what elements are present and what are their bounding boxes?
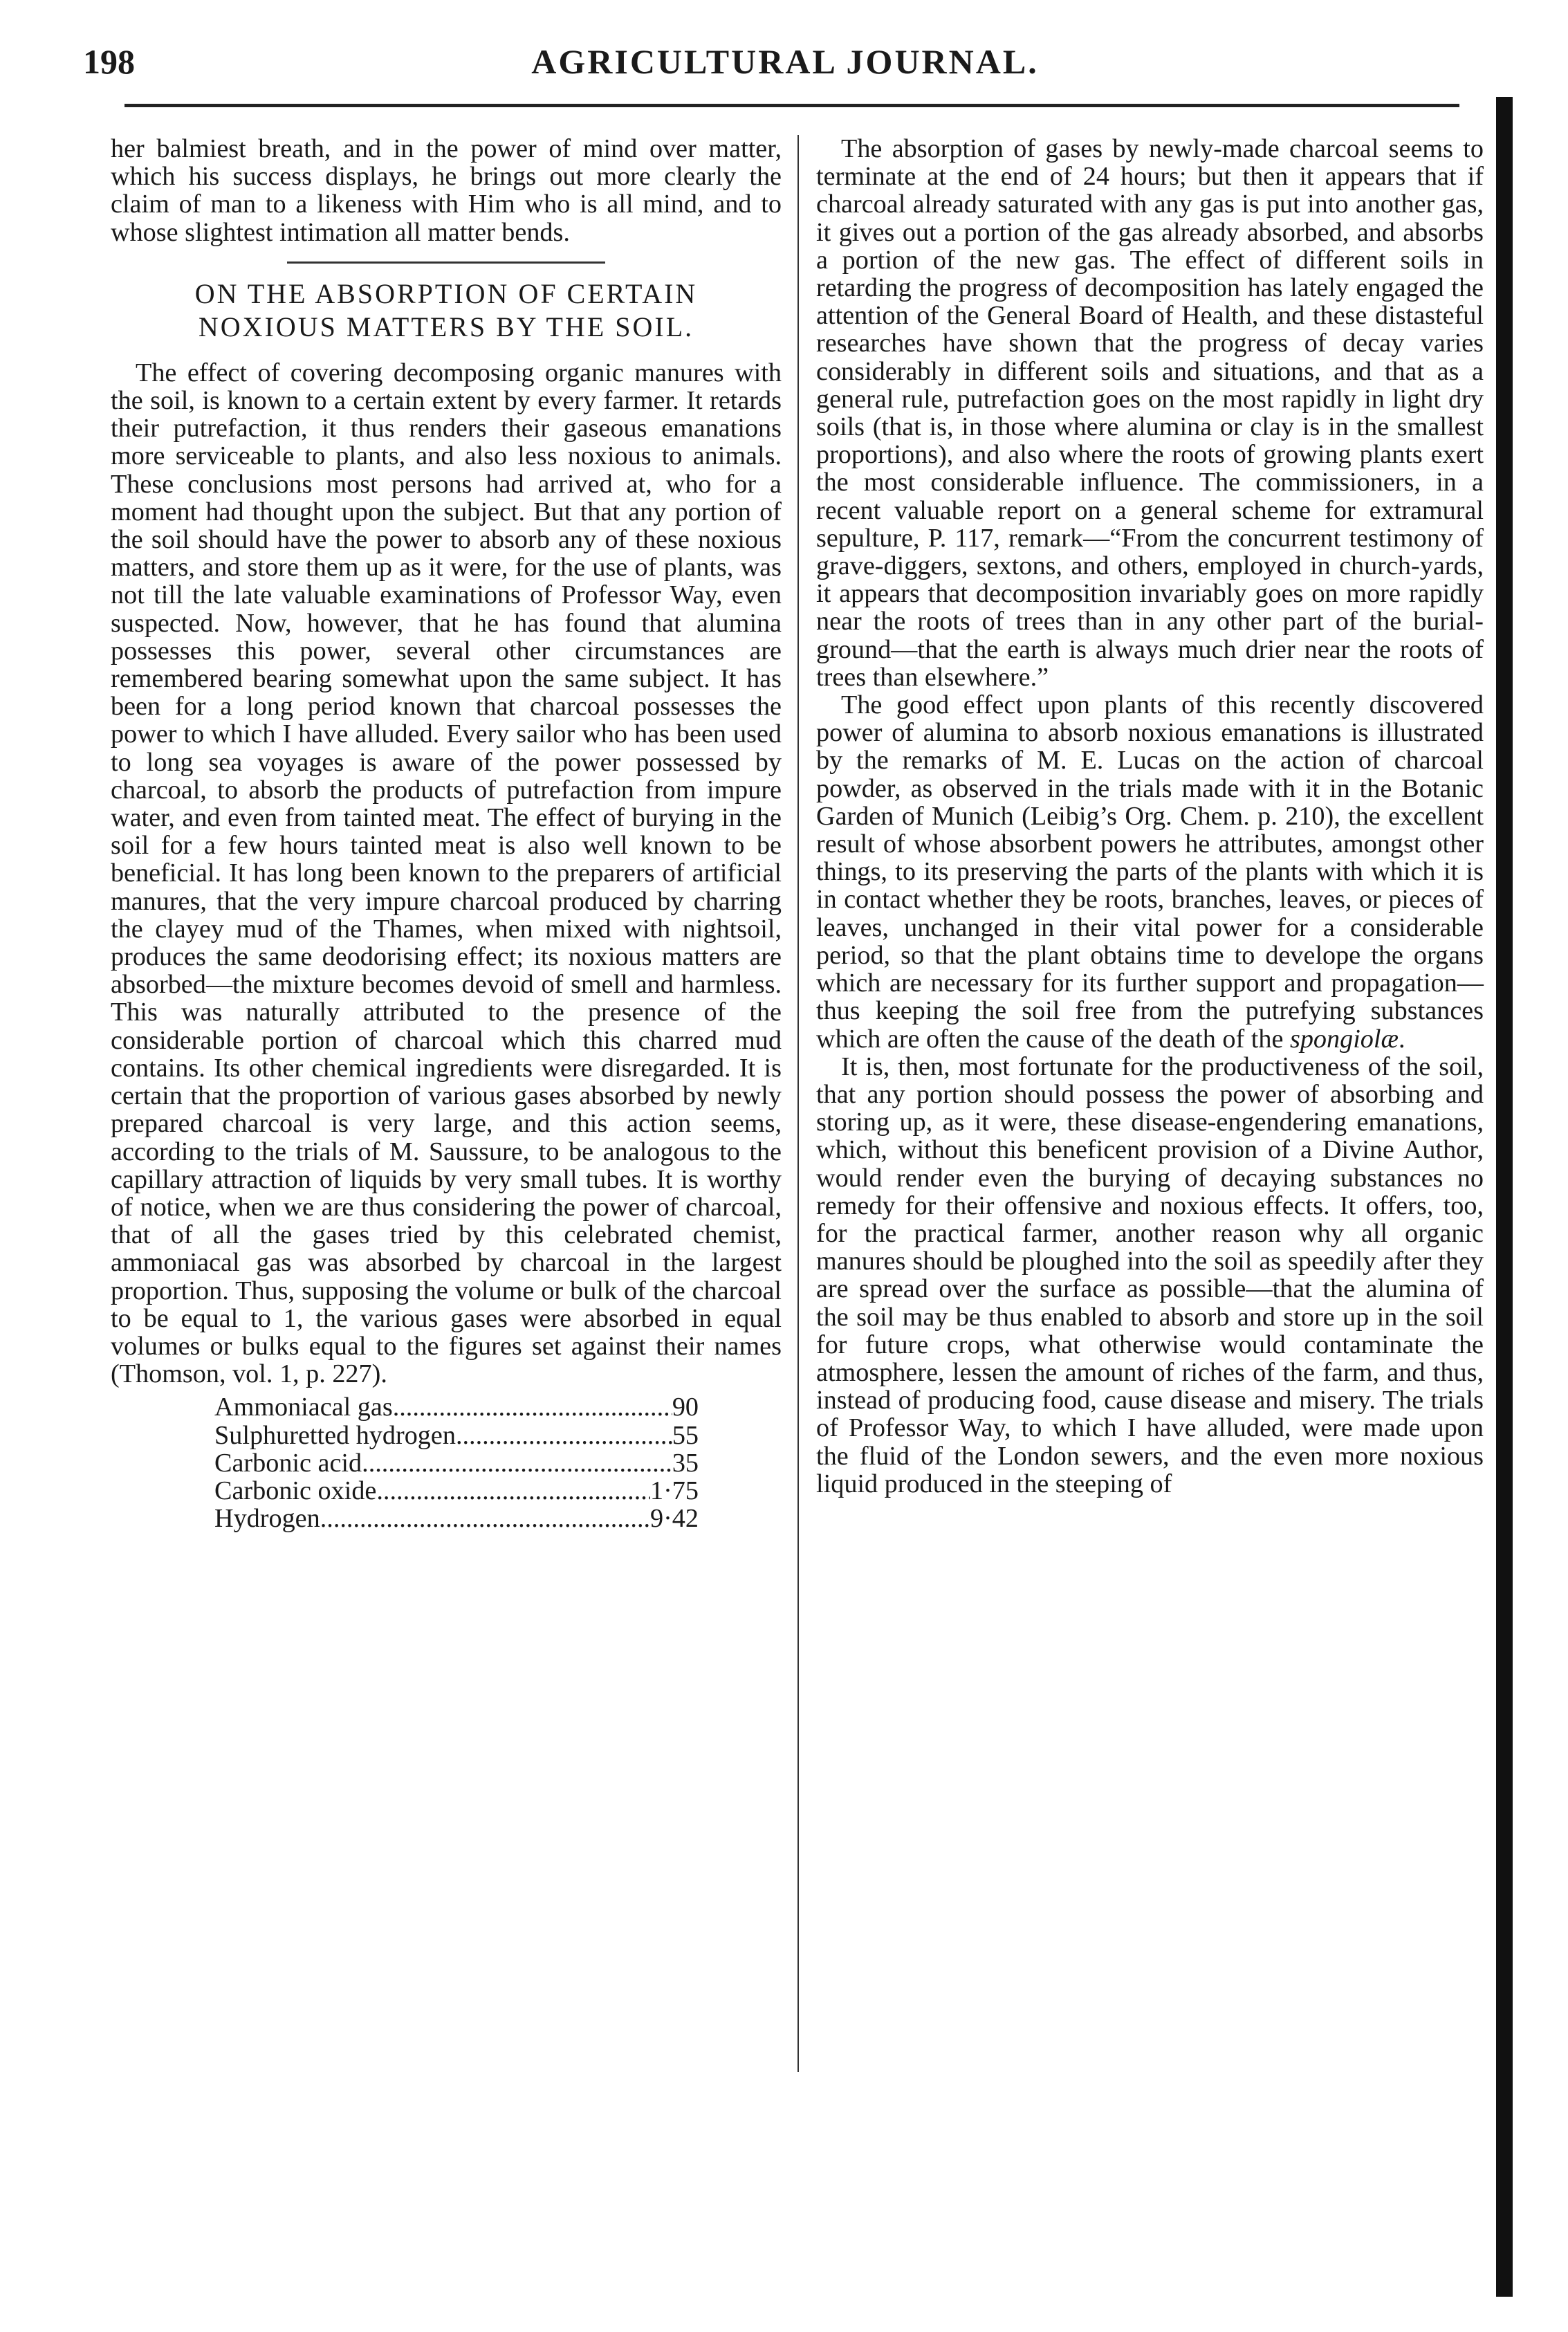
italic-term: spongiolæ: [1289, 1024, 1399, 1054]
continuation-paragraph: her balmiest breath, and in the power of mind over matter, which his success displays, he brings out more clearly the claim of man to a likeness with Him who is all mind, and to whose slightest intimation all matter bends.: [111, 134, 782, 247]
leader-dots: [320, 1505, 650, 1532]
leader-dots: [376, 1477, 650, 1505]
gas-value: 90: [672, 1393, 699, 1422]
gas-value: 35: [672, 1448, 699, 1478]
column-divider: [797, 135, 799, 2072]
right-column: [816, 135, 1484, 1498]
gas-value: 1·75: [650, 1476, 699, 1505]
section-divider: [287, 261, 605, 264]
leader-dots: [362, 1449, 672, 1477]
gas-name: Hydrogen: [214, 1504, 320, 1534]
table-row: [214, 1449, 699, 1477]
page-header: [83, 42, 1487, 97]
body-paragraph: The effect of covering decomposing organic manures with the soil, is known to a certain extent by every farmer. It retards their putrefaction, it thus renders their gaseous emanations more serviceable to plants, and also less noxious to animals. These conclusions most persons had arrived at, who for a moment had thought upon the subject. But that any portion of the soil should have the power to absorb any of these noxious matters, and store them up as it were, for the use of plants, was not till the late valuable examinations of Professor Way, even suspected. Now, however, that he has found that alumina possesses this power, several other circumstances are remembered bearing somewhat upon the same subject. It has been for a long period known that charcoal possesses the power to which I have alluded. Every sailor who has been used to long sea voyages is aware of the power possessed by charcoal, to absorb the products of putrefaction from impure water, and even from tainted meat. The effect of burying in the soil for a few hours tainted meat is also well known to be beneficial. It has long been known to the preparers of artificial manures, that the very impure charcoal produced by charring the clayey mud of the Thames, when mixed with nightsoil, produces the same deodorising effect; its noxious matters are absorbed—the mixture becomes devoid of smell and harmless. This was naturally attributed to the presence of the considerable portion of charcoal which this charred mud contains. Its other chemical ingredients were disregarded. It is certain that the proportion of various gases absorbed by newly prepared charcoal is very large, and this action seems, according to the trials of M. Saussure, to be analogous to the capillary attraction of liquids by very small tubes. It is worthy of notice, when we are thus considering the power of charcoal, that of all the gases tried by this celebrated chemist, ammoniacal gas was absorbed by charcoal in the largest proportion. Thus, supposing the volume or bulk of the charcoal to be equal to 1, the various gases were absorbed in equal volumes or bulks equal to the figures set against their names (Thomson, vol. 1, p. 227).: [111, 358, 782, 1389]
paragraph-text: The good effect upon plants of this recently discovered power of alumina to absorb noxious emanations is illustrated by the remarks of M. E. Lucas on the action of charcoal powder, as observed in the trials made with it in the Botanic Garden of Munich (Leibig’s Org. Chem. p. 210), the excellent result of whose absorbent powers he attributes, amongst other things, to its preserving the parts of the plants with which it is in contact whether they be roots, branches, leaves, or pieces of leaves, unchanged in their vital power for a considerable period, so that the plant obtains time to develope the organs which are necessary for its further support and propagation—thus keeping the soil free from the putrefying substances which are often the cause of the death of the: [816, 690, 1484, 1054]
binding-edge-shadow: [1496, 97, 1513, 2297]
left-column: [111, 135, 782, 1532]
gas-name: Ammoniacal gas: [214, 1393, 393, 1422]
gas-name: Sulphuretted hydrogen: [214, 1420, 456, 1450]
article-title: [111, 277, 782, 344]
gas-value: 55: [672, 1420, 699, 1450]
body-paragraph: It is, then, most fortunate for the productiveness of the soil, that any portion should possess the power of absorbing and storing up, as it were, these disease-engendering emanations, which, without this beneficent provision of a Divine Author, would render even the burying of decaying substances no remedy for their offensive and noxious effects. It offers, too, for the practical farmer, another reason why all organic manures should be ploughed into the soil as speedily after they are spread over the surface as possible—that the alumina of the soil may be thus enabled to absorb and store up in the soil for future crops, what otherwise would contaminate the atmosphere, lessen the amount of riches of the farm, and thus, instead of producing food, cause disease and misery. The trials of Professor Way, to which I have alluded, were made upon the fluid of the London sewers, and the even more noxious liquid produced in the steeping of: [816, 1052, 1484, 1498]
leader-dots: [393, 1393, 672, 1421]
table-row: [214, 1422, 699, 1449]
body-paragraph: [816, 691, 1484, 1053]
leader-dots: [456, 1422, 672, 1449]
gas-value: 9·42: [650, 1504, 699, 1534]
gas-name: Carbonic oxide: [214, 1476, 377, 1505]
article-title-line-1: ON THE ABSORPTION OF CERTAIN: [194, 277, 698, 309]
running-title: AGRICULTURAL JOURNAL.: [531, 42, 1039, 81]
article-title-line-2: NOXIOUS MATTERS BY THE SOIL.: [198, 311, 694, 342]
header-rule: [124, 104, 1459, 107]
page-number: 198: [83, 42, 135, 81]
table-row: [214, 1477, 699, 1505]
table-row: [214, 1505, 699, 1532]
body-paragraph: The absorption of gases by newly-made charcoal seems to terminate at the end of 24 hours; but then it appears that if charcoal already saturated with any gas is put into another gas, it gives out a portion of the gas already absorbed, and absorbs a portion of the new gas. The effect of different soils in retarding the progress of decomposition has lately engaged the attention of the General Board of Health, and these distasteful researches have shown that the progress of decay varies considerably in different soils and situations, and that as a general rule, putrefaction goes on the most rapidly in light dry soils (that is, in those where alumina or clay is in the smallest proportions), and also where the roots of growing plants exert the most considerable influence. The commissioners, in a recent valuable report on a general scheme for extramural sepulture, P. 117, remark—“From the concurrent testimony of grave-diggers, sextons, and others, employed in church-yards, it appears that decomposition invariably goes on more rapidly near the roots of trees than in any other part of the burial-ground—that the earth is always much drier near the roots of trees than elsewhere.”: [816, 134, 1484, 692]
paragraph-end: .: [1398, 1024, 1405, 1054]
table-row: [214, 1393, 699, 1421]
gas-name: Carbonic acid: [214, 1448, 362, 1478]
gas-absorption-table: [214, 1393, 699, 1532]
